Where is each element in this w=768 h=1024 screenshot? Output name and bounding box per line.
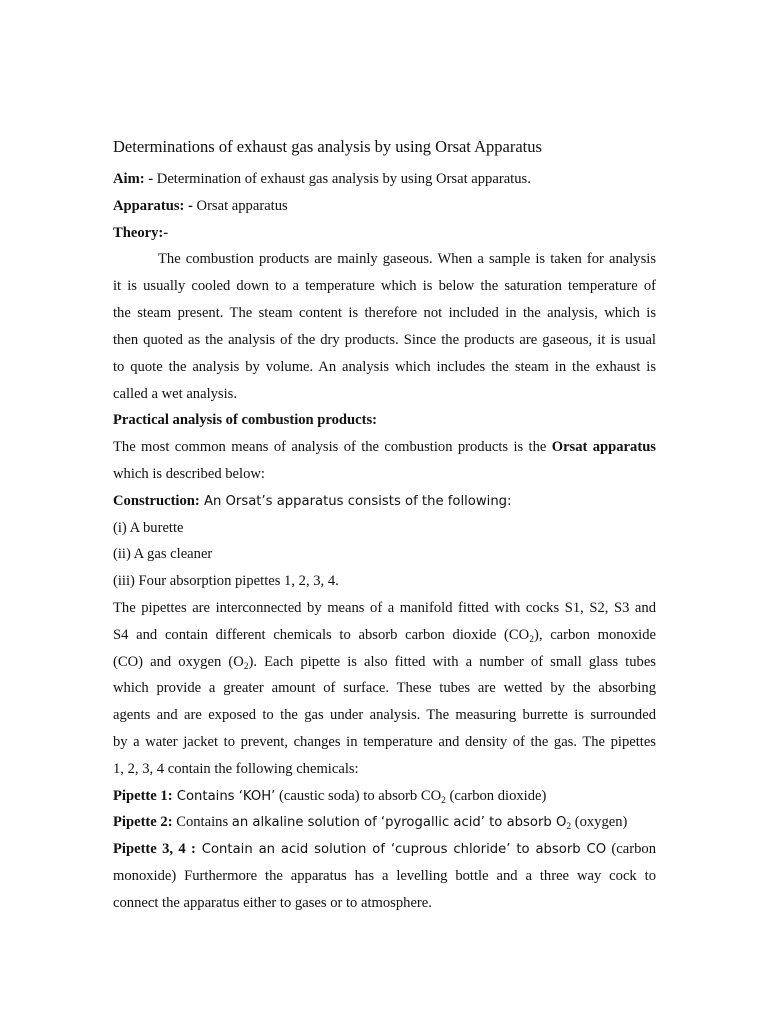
pipette-34-line-2: monoxide) Furthermore the apparatus has a levelling bottle and a three way cock to: [113, 868, 656, 884]
construction-line: [113, 491, 512, 512]
aim-label: Aim: -: [113, 171, 154, 187]
pipette-34-label: Pipette 3, 4 :: [113, 841, 196, 857]
pipettes-line-6: by a water jacket to prevent, changes in temperature and density of the gas. The pipettes: [113, 734, 656, 750]
theory-line-2: it is usually cooled down to a temperature which is below the saturation temperature of: [113, 278, 656, 294]
construction-label: Construction:: [113, 493, 200, 509]
practical-line-2: which is described below:: [113, 466, 265, 482]
list-item: (i) A burette: [113, 520, 184, 536]
theory-line-1: The combustion products are mainly gaseous. When a sample is taken for analysis: [158, 251, 656, 267]
theory-line-3: the steam present. The steam content is therefore not included in the analysis, which is: [113, 305, 656, 321]
pipette-34-line: Pipette 3, 4 : Contain an acid solution of ‘cuprous chloride’ to absorb CO (carbon: [113, 841, 656, 857]
apparatus-text: Orsat apparatus: [192, 198, 288, 214]
orsat-apparatus-bold: Orsat apparatus: [551, 439, 656, 455]
construction-text: An Orsat’s apparatus consists of the following:: [199, 494, 512, 509]
pipettes-line-4: which provide a greater amount of surface. These tubes are wetted by the absorbing: [113, 680, 656, 696]
pipettes-line-1: The pipettes are interconnected by means of a manifold fitted with cocks S1, S2, S3 and: [113, 600, 656, 616]
pipette-1-label: Pipette 1:: [113, 788, 173, 804]
pipettes-line-3: (CO) and oxygen $(O_2)$. Each pipette is also fitted with a number of small glass tubes: [113, 654, 656, 672]
theory-line-4: then quoted as the analysis of the dry products. Since the products are gaseous, it is usual: [113, 332, 656, 348]
aim-line: [113, 169, 531, 189]
theory-heading: Theory:-: [113, 225, 169, 241]
pipettes-line-2: S4 and contain different chemicals to absorb carbon dioxide $(CO_2)$, carbon monoxide: [113, 627, 656, 645]
list-item: (iii) Four absorption pipettes 1, 2, 3, 4.: [113, 573, 339, 589]
pipette-1-line: Pipette 1: Contains ‘KOH’ (caustic soda) to absorb $CO_2$ (carbon dioxide): [113, 788, 547, 806]
practical-heading: Practical analysis of combustion products:: [113, 412, 378, 428]
theory-line-6: called a wet analysis.: [113, 386, 237, 402]
pipette-34-line-3: connect the apparatus either to gases or to atmosphere.: [113, 895, 432, 911]
theory-line-5: to quote the analysis by volume. An analysis which includes the steam in the exhaust is: [113, 359, 656, 375]
apparatus-label: Apparatus: -: [113, 198, 193, 214]
pipettes-line-7: 1, 2, 3, 4 contain the following chemicals:: [113, 761, 359, 777]
practical-line-1: The most common means of analysis of the combustion products is the Orsat apparatus: [113, 439, 656, 455]
pipettes-line-5: agents and are exposed to the gas under analysis. The measuring burrette is surrounded: [113, 707, 656, 723]
page-title: Determinations of exhaust gas analysis by using Orsat Apparatus: [113, 137, 542, 156]
list-item: (ii) A gas cleaner: [113, 546, 213, 562]
pipette-2-line: Pipette 2: Contains an alkaline solution of ‘pyrogallic acid’ to absorb $O_2$ (oxygen): [113, 814, 628, 832]
pipette-2-label: Pipette 2:: [113, 814, 173, 830]
apparatus-line: [113, 196, 288, 216]
aim-text: Determination of exhaust gas analysis by using Orsat apparatus.: [153, 171, 531, 187]
